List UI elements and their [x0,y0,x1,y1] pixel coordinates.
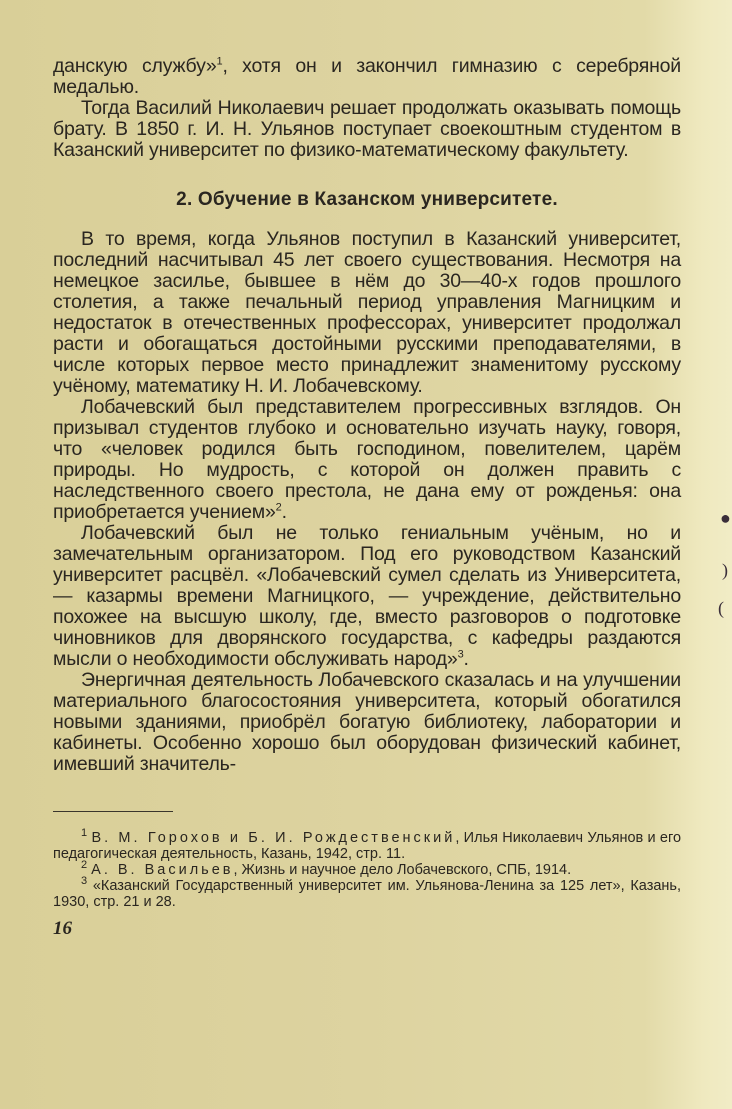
footnote-1 [53,827,682,862]
paragraph [53,56,681,98]
footnote-ref-1[interactable]: 1 [216,55,223,68]
footnote-text: , Жизнь и научное дело Лобачевского, СПБ, 1914. [233,862,572,878]
paragraph-text: Лобачевский был не только гениальным учёным, но и замечательным организатором. Под его руководством Казанский университет расцвёл. «Лобачевский сумел сделать из Университета, — казармы времени Магницкого, — учреждение, действительно похожее на высшую школу, где, вместо разговоров о подготовке чиновников для дворянского государства, с кафедры раздаются мысли о необходимости обслуживать народ» [53,522,681,670]
section-text [53,229,681,775]
footnote-3 [53,875,682,910]
footnote-number: 3 [81,875,88,888]
footnote-text: , Илья Николаевич Ульянов и его педагогическая деятельность, Казань, 1942, стр. 11. [53,830,682,862]
paragraph: В то время, когда Ульянов поступил в Казанский университет, последний насчитывал 45 лет своего существования. Несмотря на немецкое засилье, бывшее в нём до 30—40-х годов прошлого столетия, а также печальный период управления Магницким и недостаток в отечественных профессорах, университет продолжал расти и обогащаться достойными русскими преподавателями, в числе которых первое место принадлежит знаменитому русскому учёному, математику Н. И. Лобачевскому. [53,228,681,397]
paragraph-text-cont: . [463,648,469,670]
paragraph-text-cont: , хотя он и закончил гимназию с серебряной медалью. [53,55,681,98]
margin-mark-icon: ( [718,598,724,618]
section-heading: 2. Обучение в Казанском университете. [176,189,558,210]
footnote-number: 1 [81,827,88,840]
margin-mark-icon: ● [720,508,731,528]
paragraph: Энергичная деятельность Лобачевского сказалась и на улучшении материального благосостояния университета, который обогатился новыми зданиями, приобрёл богатую библиотеку, лаборатории и кабинеты. Особенно хорошо был оборудован физический кабинет, имевший значитель- [53,669,681,775]
paragraph-text: Лобачевский был представителем прогрессивных взглядов. Он призывал студентов глубоко и основательно изучать науку, говоря, что «человек родился быть господином, повелителем, царём природы. Но мудрость, с которой он должен править с наследственного своего престола, не дана ему от рожденья: она приобретается учением» [53,396,681,523]
footnote-divider [53,811,173,812]
intro-text [53,56,681,161]
footnote-author: А. В. Васильев [91,862,234,878]
paragraph [53,523,681,670]
footnote-number: 2 [81,859,88,872]
footnote-ref-2[interactable]: 2 [275,501,282,514]
footnotes [53,827,682,910]
margin-mark-icon: ) [722,560,728,580]
paragraph [53,397,681,523]
page-number: 16 [53,918,72,939]
footnote-ref-3[interactable]: 3 [457,648,464,661]
footnote-text: «Казанский Государственный университет им. Ульянова-Ленина за 125 лет», Казань, 1930, стр. 21 и 28. [53,878,682,910]
paragraph: Тогда Василий Николаевич решает продолжать оказывать помощь брату. В 1850 г. И. Н. Ульянов поступает своекоштным студентом в Казанский университет по физико-математическому факультету. [53,97,681,161]
footnote-author: В. М. Горохов и Б. И. Рождественский [91,830,456,846]
paragraph-text-cont: . [281,501,287,523]
book-page [53,56,681,940]
paragraph-text: данскую службу» [53,55,217,77]
footnote-2 [53,859,681,878]
